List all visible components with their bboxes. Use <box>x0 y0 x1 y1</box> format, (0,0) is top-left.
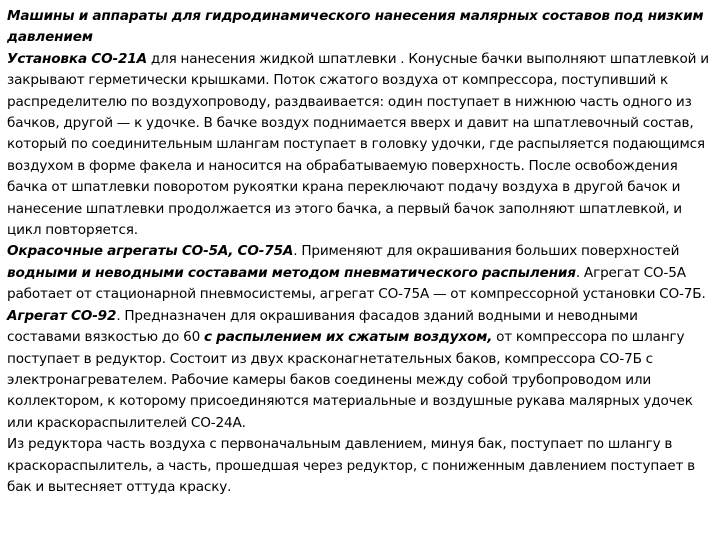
heading-so-5a-so-75a: Окрасочные агрегаты СО-5А, СО-75А <box>7 243 294 260</box>
document-title: Машины и аппараты для гидродинамического нанесения малярных составов под низким давлением <box>7 8 704 46</box>
paragraph-so-92 <box>7 306 712 434</box>
heading-so-21a: Установка СО-21А <box>7 50 147 67</box>
paragraph-so-5a-so-75a <box>7 241 712 305</box>
paragraph-reducer: Из редуктора часть воздуха с первоначальным давлением, минуя бак, поступает по шлангу в краскораспылитель, а часть, прошедшая через редуктор, с пониженным давлением поступает в бак и вытесняет оттуда краску. <box>7 436 695 495</box>
heading-so-92: Агрегат СО-92 <box>7 307 117 324</box>
text-so-92-part1: . Предназначен для окрашивания фасадов зданий водными и неводными составами вязкостью до 60 <box>7 307 638 346</box>
paragraph-so-21a <box>7 49 712 242</box>
text-so-92-part2: от компрессора по шлангу поступает в редуктор. Состоит из двух красконагнетательных баков, компрессора СО-7Б с электронагревателем. Рабочие камеры баков соединены между собой трубопроводом или коллектором, к которому присоединяются материальные и воздушные рукава малярных удочек или краскораспылителей СО-24А. <box>7 329 693 431</box>
emphasis-pneumatic-spraying: водными и неводными составами методом пневматического распыления <box>7 264 576 281</box>
text-so-5a-part1: . Применяют для окрашивания больших поверхностей <box>293 243 680 260</box>
text-so-5a-part2: . Агрегат СО-5А работает от стационарной пневмосистемы, агрегат СО-75А — от компрессорной установки СО-7Б. <box>7 264 706 303</box>
emphasis-compressed-air: с распылением их сжатым воздухом, <box>203 329 493 346</box>
text-so-21a: для нанесения жидкой шпатлевки . Конусные бачки выполняют шпатлевкой и закрывают герметически крышками. Поток сжатого воздуха от компрессора, поступивший к распределителю по воздухопроводу, раздваивается: один поступает в нижнюю часть одного из бачков, другой — к удочке. В бачке воздух поднимается вверх и давит на шпатлевочный состав, который по соединительным шлангам поступает в головку удочки, где распыляется подающимся воздухом в форме факела и наносится на обрабатываемую поверхность. После освобождения бачка от шпатлевки поворотом рукоятки крана переключают подачу воздуха в другой бачок и нанесение шпатлевки продолжается из этого бачка, а первый бачок заполняют шпатлевкой, и цикл повторяется. <box>7 50 709 239</box>
